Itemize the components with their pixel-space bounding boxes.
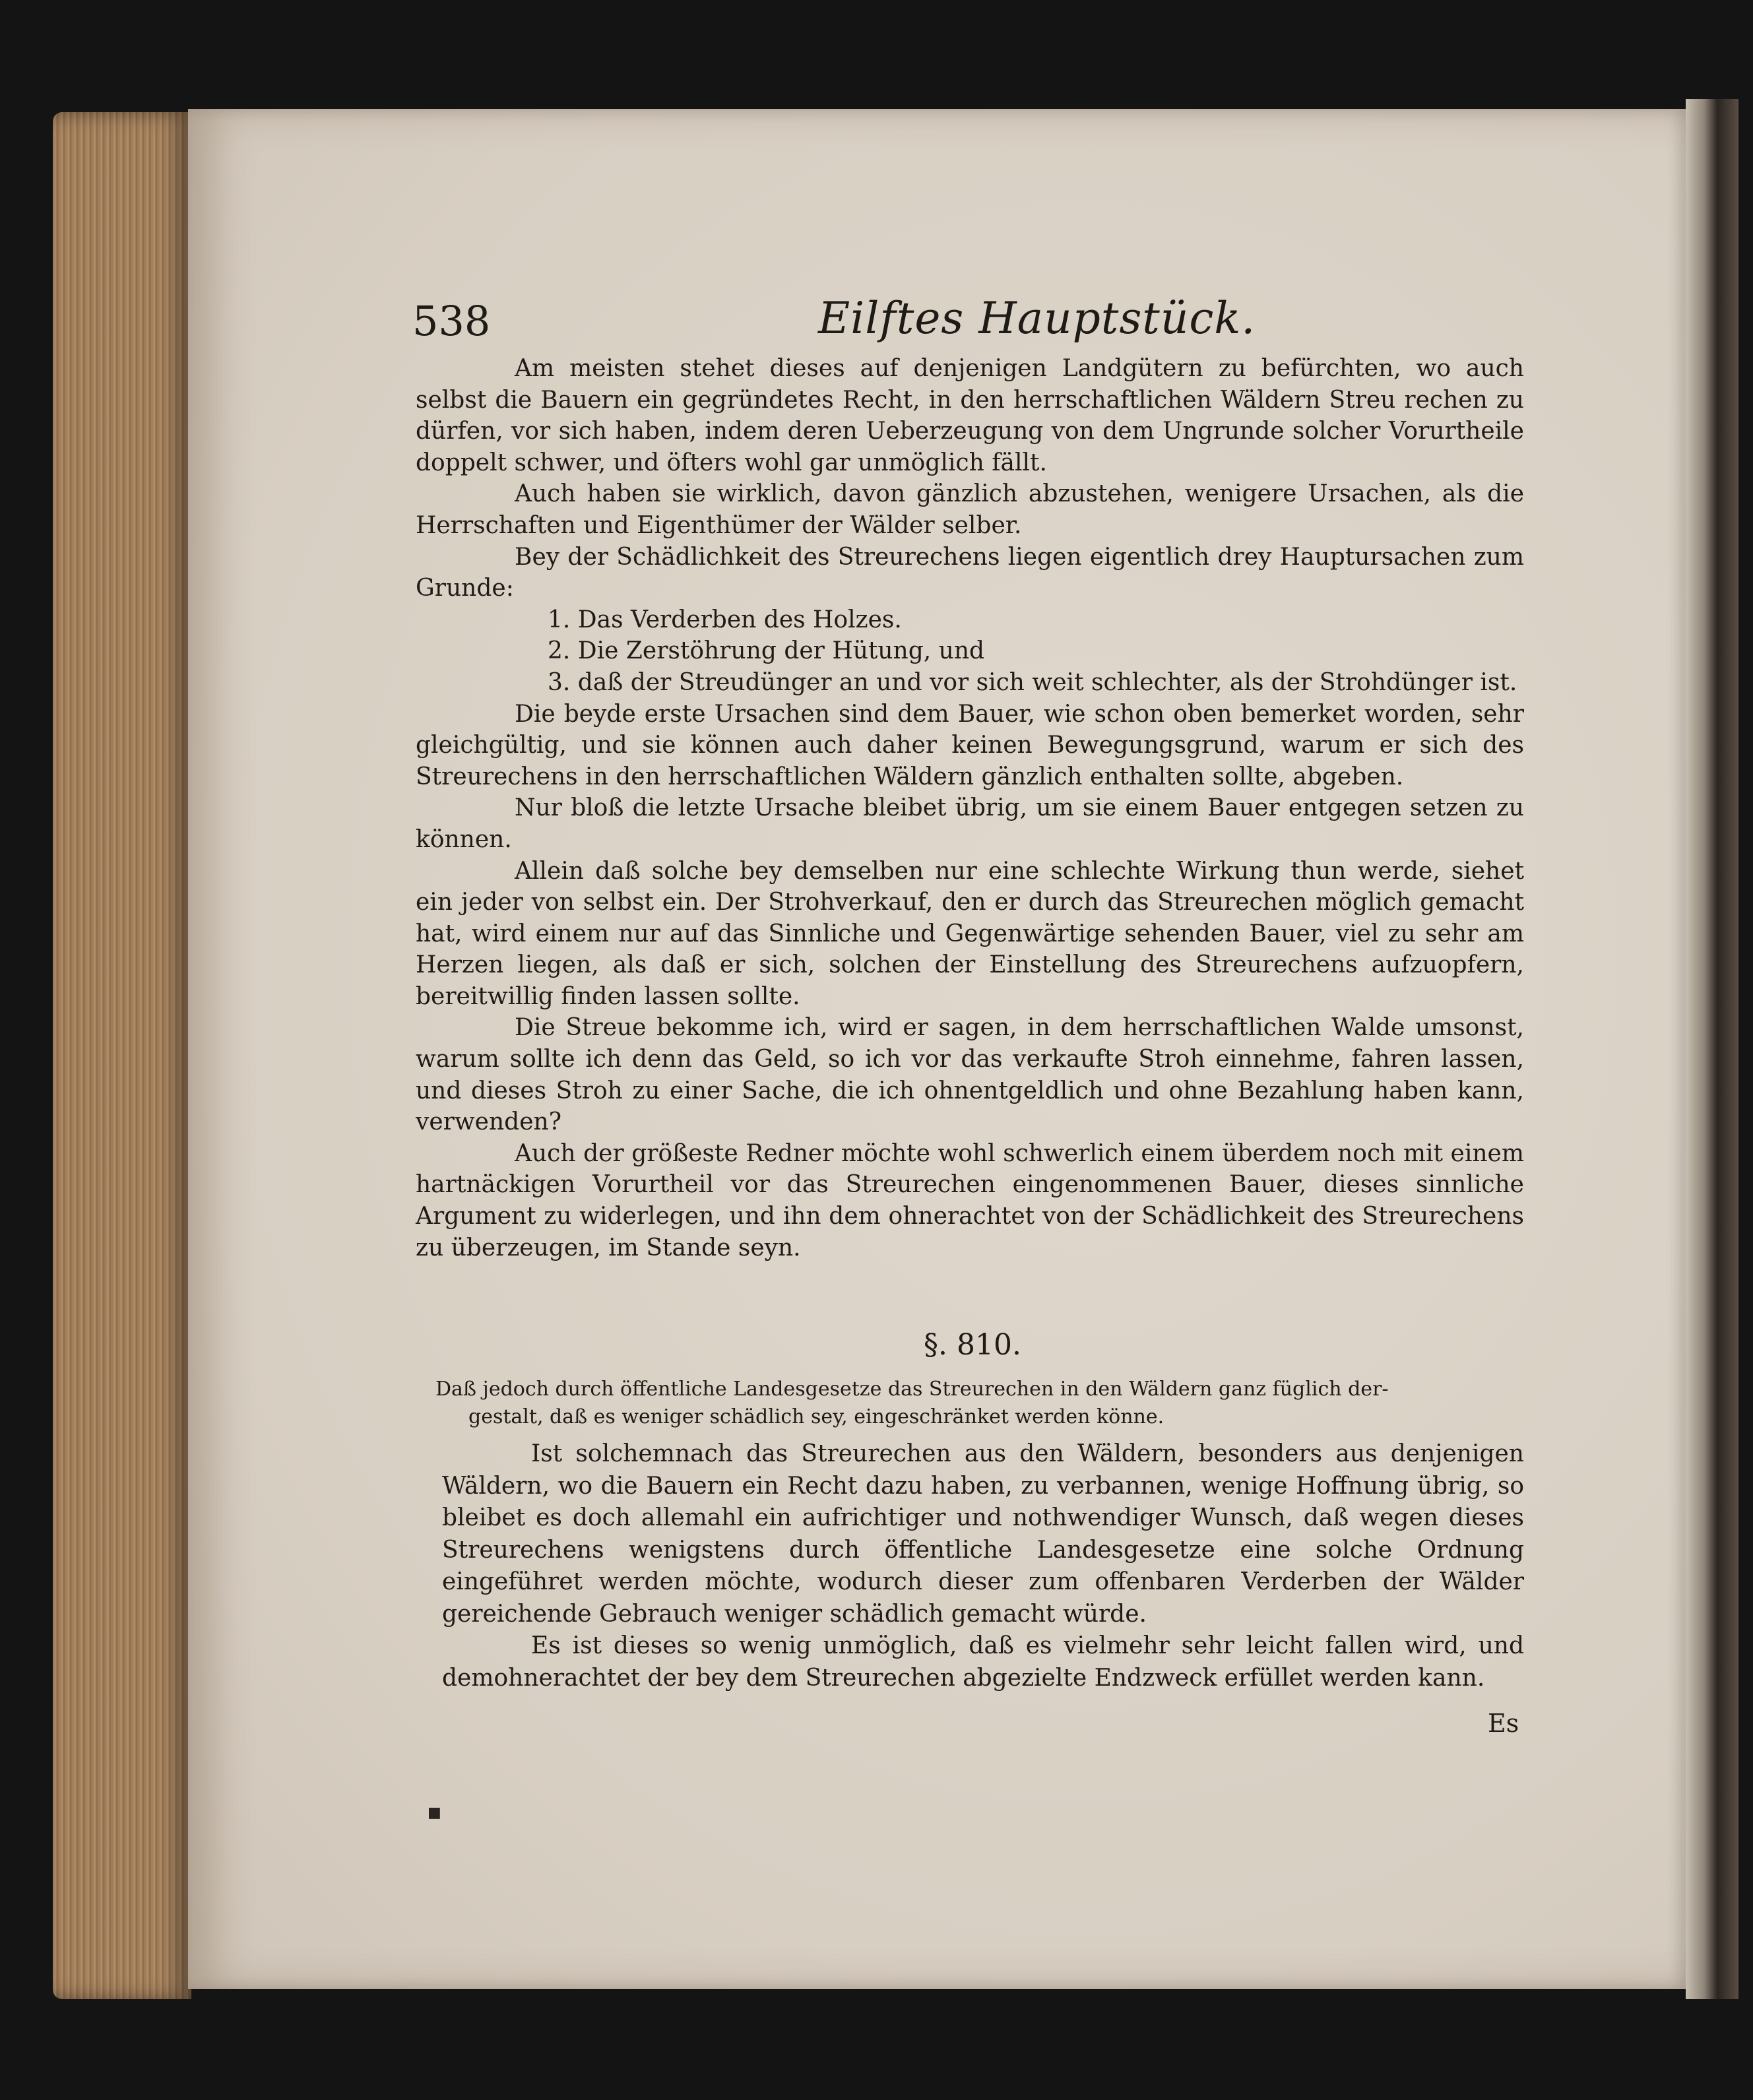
paragraph: Es ist dieses so wenig unmöglich, daß es vielmehr sehr leicht fallen wird, und demohnerachtet der bey dem Streurechen abgezielte Endzweck erfüllet werden kann. [442, 1632, 1524, 1692]
list-item: 2. Die Zerstöhrung der Hütung, und [548, 637, 985, 665]
section-heading-line: Daß jedoch durch öffentliche Landesgesetze das Streurechen in den Wäldern ganz füglich der- [435, 1378, 1389, 1401]
main-text [416, 353, 1524, 1263]
book-gutter [1686, 99, 1738, 1999]
list-item: 3. daß der Streudünger an und vor sich weit schlechter, als der Strohdünger ist. [548, 668, 1517, 696]
paragraph: Bey der Schädlichkeit des Streurechens liegen eigentlich drey Hauptursachen zum Grunde: [416, 543, 1524, 602]
paragraph: Am meisten stehet dieses auf denjenigen Landgütern zu befürchten, wo auch selbst die Bauern ein gegründetes Recht, in den herrschaftlichen Wäldern Streu rechen zu dürfen, vor sich haben, indem deren Ueberzeugung von dem Ungrunde solcher Vorurtheile doppelt schwer, und öfters wohl gar unmöglich fällt. [416, 355, 1524, 476]
section-heading-line: gestalt, daß es weniger schädlich sey, eingeschränket werden könne. [468, 1405, 1164, 1428]
section-heading [435, 1376, 1524, 1431]
paragraph: Ist solchemnach das Streurechen aus den Wäldern, besonders aus denjenigen Wäldern, wo die Bauern ein Recht dazu haben, zu verbannen, wenige Hoffnung übrig, so bleibet es doch allemahl ein aufrichtiger und nothwendiger Wunsch, daß wegen dieses Streurechens wenigstens durch öffentliche Landesgesetze eine solche Ordnung eingeführet werden möchte, wodurch dieser zum offenbaren Verderben der Wälder gereichende Gebrauch weniger schädlich gemacht würde. [442, 1440, 1524, 1628]
paragraph: Nur bloß die letzte Ursache bleibet übrig, um sie einem Bauer entgegen setzen zu können. [416, 794, 1524, 853]
paragraph: Auch der größeste Redner möchte wohl schwerlich einem überdem noch mit einem hartnäckigen Vorurtheil vor das Streurechen eingenommenen Bauer, dieses sinnliche Argument zu widerlegen, und ihn dem ohnerachtet von der Schädlichkeit des Streurechens zu überzeugen, im Stande seyn. [416, 1139, 1524, 1261]
running-head [224, 290, 1544, 350]
paragraph: Die beyde erste Ursachen sind dem Bauer, wie schon oben bemerket worden, sehr gleichgültig, und sie können auch daher keinen Bewegungsgrund, warum er sich des Streurechens in den herrschaftlichen Wäldern gänzlich enthalten sollte, abgeben. [416, 700, 1524, 790]
paragraph: Allein daß solche bey demselben nur eine schlechte Wirkung thun werde, siehet ein jeder von selbst ein. Der Strohverkauf, den er durch das Streurechen möglich gemacht hat, wird einem nur auf das Sinnliche und Gegenwärtige sehenden Bauer, viel zu sehr am Herzen liegen, als daß er sich, solchen der Einstellung des Streurechens aufzuopfern, bereitwillig finden lassen sollte. [416, 857, 1524, 1010]
cause-list [416, 604, 1524, 699]
ink-mark: ■ [428, 1804, 441, 1821]
section-text [442, 1438, 1524, 1694]
book-page-edges [53, 112, 191, 1999]
chapter-title: Eilftes Hauptstück. [818, 293, 1256, 344]
list-item: 1. Das Verderben des Holzes. [548, 606, 902, 633]
paragraph: Die Streue bekomme ich, wird er sagen, in dem herrschaftlichen Walde umsonst, warum sollte ich denn das Geld, so ich vor das verkaufte Stroh einnehme, fahren lassen, und dieses Stroh zu einer Sache, die ich ohnentgeldlich und ohne Bezahlung haben kann, verwenden? [416, 1014, 1524, 1136]
catchword: Es [1488, 1709, 1519, 1738]
page-number: 538 [412, 297, 491, 345]
paragraph: Auch haben sie wirklich, davon gänzlich abzustehen, wenigere Ursachen, als die Herrschaften und Eigenthümer der Wälder selber. [416, 480, 1524, 539]
section-number: §. 810. [924, 1328, 1021, 1362]
